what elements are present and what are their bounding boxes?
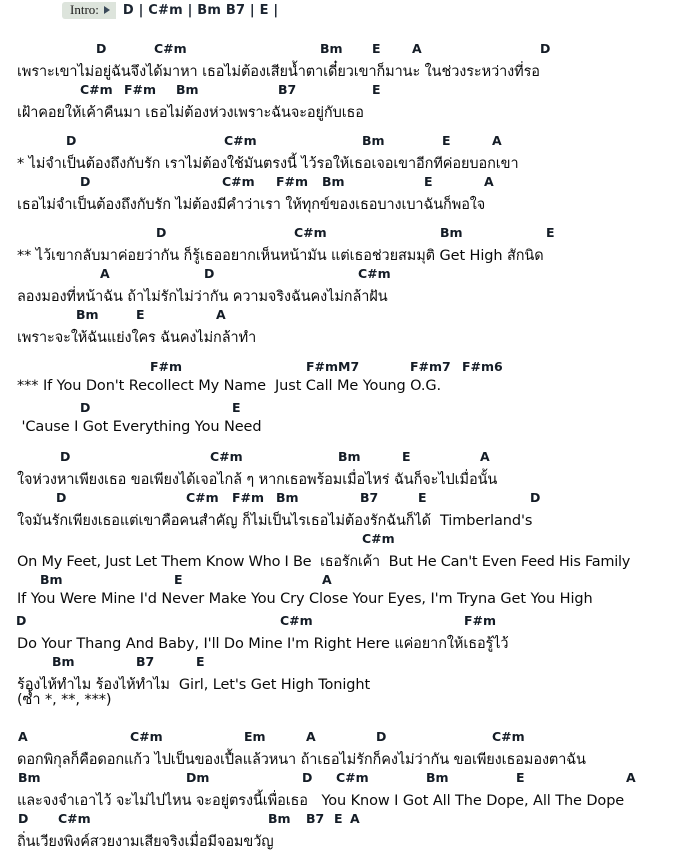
chord-A[interactable]: A	[216, 307, 226, 322]
chord-Bm[interactable]: Bm	[322, 174, 345, 189]
chord-Csharpm[interactable]: C#m	[224, 133, 257, 148]
chord-D[interactable]: D	[96, 41, 107, 56]
chord-line	[0, 489, 680, 509]
chord-A[interactable]: A	[412, 41, 422, 56]
lyric-line: เพราะเขาไม่อยู่ฉันจึงได้มาหา เธอไม่ต้องเสียน้ำตาเดี๋ยวเขาก็มานะ ในช่วงระหว่างที่รอ	[17, 64, 540, 80]
chord-line	[0, 265, 680, 285]
chord-line	[0, 653, 680, 673]
chord-line	[0, 571, 680, 591]
chord-line	[0, 358, 680, 378]
chord-Fsharpm[interactable]: F#m	[124, 82, 157, 97]
chord-E[interactable]: E	[372, 82, 381, 97]
chord-Em[interactable]: Em	[244, 729, 266, 744]
chord-E[interactable]: E	[136, 307, 145, 322]
chord-D[interactable]: D	[56, 490, 67, 505]
lyric-line: ใจห่วงหาเพียงเธอ ขอเพียงได้เจอไกล้ ๆ หากเธอพร้อมเมื่อไหร่ ฉันก็จะไปเมื่อนั้น	[17, 472, 498, 488]
chord-Dm[interactable]: Dm	[186, 770, 210, 785]
chord-E[interactable]: E	[424, 174, 433, 189]
intro-badge[interactable]	[62, 2, 116, 19]
chord-Bm[interactable]: Bm	[268, 811, 291, 826]
chord-line	[0, 132, 680, 152]
section-outro	[0, 728, 680, 851]
chord-Fsharpm[interactable]: F#m	[464, 613, 497, 628]
chord-E[interactable]: E	[232, 400, 241, 415]
chord-Fsharpm7[interactable]: F#m7	[410, 359, 451, 374]
chord-E[interactable]: E	[372, 41, 381, 56]
chord-line	[0, 224, 680, 244]
lyric-line: เพราะจะให้ฉันแย่งใคร ฉันคงไม่กล้าทำ	[17, 330, 257, 346]
chord-A[interactable]: A	[350, 811, 360, 826]
lyric-line: If You Were Mine I'd Never Make You Cry Close Your Eyes, I'm Tryna Get You High	[17, 591, 593, 607]
chord-Csharpm[interactable]: C#m	[130, 729, 163, 744]
chord-Csharpm[interactable]: C#m	[294, 225, 327, 240]
chord-Bm[interactable]: Bm	[76, 307, 99, 322]
chord-Bm[interactable]: Bm	[18, 770, 41, 785]
chord-Bm[interactable]: Bm	[276, 490, 299, 505]
chord-D[interactable]: D	[156, 225, 167, 240]
lyric-line: *** If You Don't Recollect My Name Just Call Me Young O.G.	[17, 378, 441, 394]
chord-Bm[interactable]: Bm	[320, 41, 343, 56]
lyric-line: * ไม่จำเป็นต้องถึงกับรัก เราไม่ต้องใช้มันตรงนี้ ไว้รอให้เธอเจอเขาอีกทีค่อยบอกเขา	[17, 156, 519, 172]
chord-Fsharpm[interactable]: F#m	[276, 174, 309, 189]
lyric-line: 'Cause I Got Everything You Need	[17, 419, 262, 435]
chord-Csharpm[interactable]: C#m	[222, 174, 255, 189]
section-bridge-triplestar	[0, 358, 680, 440]
chord-line	[0, 769, 680, 789]
chord-E[interactable]: E	[402, 449, 411, 464]
chord-A[interactable]: A	[484, 174, 494, 189]
chord-D[interactable]: D	[80, 174, 91, 189]
section-chorus-doublestar	[0, 224, 680, 347]
lyric-line: ถิ่นเวียงพิงค์สวยงามเสียจริงเมื่อมีจอมขวัญ	[17, 834, 274, 850]
chord-D[interactable]: D	[204, 266, 215, 281]
lyric-line: ** ไว้เขากลับมาค่อยว่ากัน ก็รู้เธออยากเห็นหน้ามัน แต่เธอช่วยสมมุติ Get High สักนิด	[17, 248, 544, 264]
chord-Fsharpm6[interactable]: F#m6	[462, 359, 503, 374]
chord-line	[0, 728, 680, 748]
intro-chords: D | C#m | Bm B7 | E |	[122, 2, 279, 18]
intro-row	[0, 0, 278, 20]
chord-line	[0, 81, 680, 101]
chord-A[interactable]: A	[322, 572, 332, 587]
chord-B7[interactable]: B7	[136, 654, 155, 669]
lyric-line: เธอไม่จำเป็นต้องถึงกับรัก ไม่ต้องมีคำว่าเรา ให้ทุกข์ของเธอบางเบาฉันก็พอใจ	[17, 197, 486, 213]
chord-B7[interactable]: B7	[306, 811, 325, 826]
lyric-line: และจงจำเอาไว้ จะไม่ไปไหน จะอยู่ตรงนี้เพื่อเธอ You Know I Got All The Dope, All The Dope	[17, 793, 625, 809]
section-verse-2	[0, 448, 680, 694]
chord-E[interactable]: E	[196, 654, 205, 669]
chord-Bm[interactable]: Bm	[40, 572, 63, 587]
lyric-line: ลองมองที่หน้าฉัน ถ้าไม่รักไม่ว่ากัน ความจริงฉันคงไม่กล้าฝัน	[17, 289, 388, 305]
chord-E[interactable]: E	[442, 133, 451, 148]
chord-A[interactable]: A	[100, 266, 110, 281]
chord-line	[0, 530, 680, 550]
chord-Bm[interactable]: Bm	[338, 449, 361, 464]
chord-line	[0, 448, 680, 468]
chord-Bm[interactable]: Bm	[426, 770, 449, 785]
chord-line	[0, 810, 680, 830]
lyric-line: Do Your Thang And Baby, I'll Do Mine I'm Right Here แค่อยากให้เธอรู้ไว้	[17, 636, 509, 652]
chord-B7[interactable]: B7	[278, 82, 297, 97]
chord-line	[0, 306, 680, 326]
chord-D[interactable]: D	[540, 41, 551, 56]
chord-D[interactable]: D	[16, 613, 27, 628]
chord-line	[0, 40, 680, 60]
chord-D[interactable]: D	[302, 770, 313, 785]
lyric-line: On My Feet, Just Let Them Know Who I Be เธอรักเค้า But He Can't Even Feed His Family	[17, 554, 631, 570]
chord-A[interactable]: A	[306, 729, 316, 744]
chord-Csharpm[interactable]: C#m	[362, 531, 395, 546]
lyric-line: (ซ้ำ *, **, ***)	[17, 692, 112, 708]
chord-D[interactable]: D	[60, 449, 71, 464]
chord-E[interactable]: E	[174, 572, 183, 587]
chord-Bm[interactable]: Bm	[176, 82, 199, 97]
chord-E[interactable]: E	[334, 811, 343, 826]
chord-D[interactable]: D	[80, 400, 91, 415]
chord-A[interactable]: A	[626, 770, 636, 785]
chord-E[interactable]: E	[418, 490, 427, 505]
chord-E[interactable]: E	[546, 225, 555, 240]
chord-Csharpm[interactable]: C#m	[154, 41, 187, 56]
chord-FsharpmM7[interactable]: F#mM7	[306, 359, 360, 374]
chord-Csharpm[interactable]: C#m	[186, 490, 219, 505]
section-chorus-star	[0, 132, 680, 214]
chord-A[interactable]: A	[18, 729, 28, 744]
chord-line	[0, 399, 680, 419]
intro-label: Intro:	[70, 2, 99, 17]
lyric-line: ดอกพิกุลก็คือดอกแก้ว ไปเป็นของเปื้ลแล้วหนา ถ้าเธอไม่รักก็คงไม่ว่ากัน ขอเพียงเธอมองตาฉัน	[17, 752, 586, 768]
chord-Fsharpm[interactable]: F#m	[150, 359, 183, 374]
chord-Csharpm[interactable]: C#m	[336, 770, 369, 785]
chord-B7[interactable]: B7	[360, 490, 379, 505]
chord-D[interactable]: D	[376, 729, 387, 744]
chord-A[interactable]: A	[492, 133, 502, 148]
chord-Csharpm[interactable]: C#m	[358, 266, 391, 281]
chord-Csharpm[interactable]: C#m	[280, 613, 313, 628]
chord-line	[0, 612, 680, 632]
chord-line	[0, 173, 680, 193]
chord-Bm[interactable]: Bm	[362, 133, 385, 148]
chord-Fsharpm[interactable]: F#m	[232, 490, 265, 505]
chord-E[interactable]: E	[516, 770, 525, 785]
chord-Bm[interactable]: Bm	[440, 225, 463, 240]
play-triangle-icon[interactable]	[104, 6, 110, 14]
lyric-line: เฝ้าคอยให้เค้าคืนมา เธอไม่ต้องห่วงเพราะฉันจะอยู่กับเธอ	[17, 105, 364, 121]
chord-A[interactable]: A	[480, 449, 490, 464]
section-verse-1	[0, 40, 680, 122]
chord-Csharpm[interactable]: C#m	[492, 729, 525, 744]
chord-D[interactable]: D	[18, 811, 29, 826]
chord-D[interactable]: D	[66, 133, 77, 148]
chord-Bm[interactable]: Bm	[52, 654, 75, 669]
lyric-line: ร้องไห้ทำไม ร้องไห้ทำไม Girl, Let's Get High Tonight	[17, 677, 371, 693]
chord-Csharpm[interactable]: C#m	[80, 82, 113, 97]
chord-Csharpm[interactable]: C#m	[58, 811, 91, 826]
chord-Csharpm[interactable]: C#m	[210, 449, 243, 464]
section-repeat-note	[0, 688, 680, 709]
lyric-line: ใจมันรักเพียงเธอแต่เขาคือคนสำคัญ ก็ไม่เป็นไรเธอไม่ต้องรักฉันก็ได้ Timberland's	[17, 513, 533, 529]
chord-D[interactable]: D	[530, 490, 541, 505]
